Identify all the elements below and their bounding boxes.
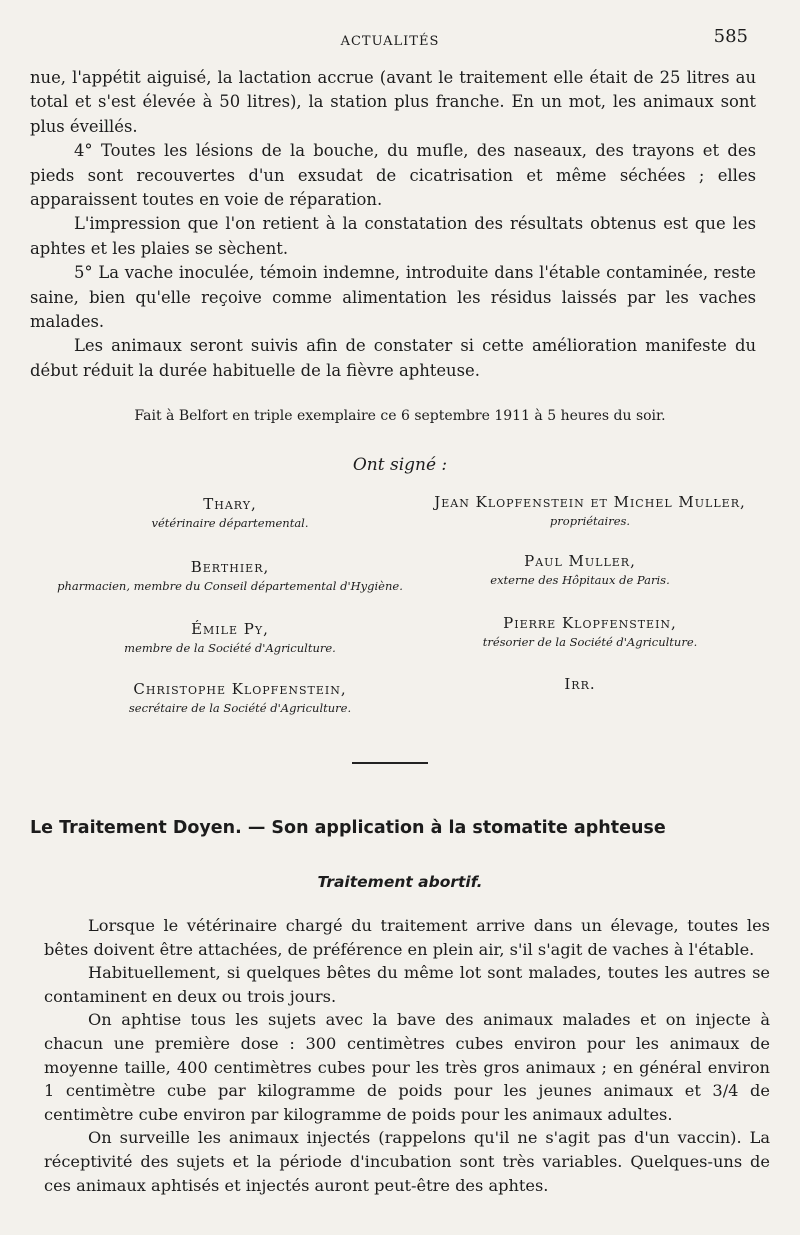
paragraph: Habituellement, si quelques bêtes du même lot sont malades, toutes les autres se contaminent en deux ou trois jours. xyxy=(44,963,770,1006)
paragraph: Les animaux seront suivis afin de constater si cette amélioration manifeste du début réduit la durée habituelle de la fièvre aphteuse. xyxy=(30,336,756,380)
running-title: ACTUALITÉS xyxy=(340,34,440,49)
signatory-thary xyxy=(80,494,380,532)
paragraph: nue, l'appétit aiguisé, la lactation accrue (avant le traitement elle était de 25 litres au total et s'est élevée à 50 litres), la station plus franche. En un mot, les animaux sont plus éveillés. xyxy=(30,68,756,136)
section-title: Le Traitement Doyen. — Son application à la stomatite aphteuse xyxy=(30,818,666,838)
signatory-christophe-klopfenstein xyxy=(80,679,400,717)
signatory-paul-muller xyxy=(430,551,730,589)
signatory-name: Thary, xyxy=(203,495,257,513)
paragraph: On aphtise tous les sujets avec la bave des animaux malades et on injecte à chacun une première dose : 300 centimètres cubes environ pour les animaux de moyenne taille, 400 centimètres cubes pour les très gros animaux ; en général environ 1 centimètre cube par kilogramme de poids pour les jeunes animaux et 3/4 de centimètre cube environ par kilogramme de poids pour les animaux adultes. xyxy=(44,1010,770,1124)
ont-signe-heading: Ont signé : xyxy=(352,455,448,475)
paragraph: 5° La vache inoculée, témoin indemne, introduite dans l'étable contaminée, reste saine, bien qu'elle reçoive comme alimentation les résidus laissés par les vaches malades. xyxy=(30,263,756,332)
signatory-berthier xyxy=(30,557,430,595)
signatory-role: trésorier de la Société d'Agriculture. xyxy=(482,635,698,649)
signatory-role: vétérinaire départemental. xyxy=(151,516,309,530)
paragraph: Lorsque le vétérinaire chargé du traitement arrive dans un élevage, toutes les bêtes doivent être attachées, de préférence en plein air, s'il s'agit de vaches à l'étable. xyxy=(44,916,770,959)
signatory-jean-michel xyxy=(400,492,780,530)
signatory-irr xyxy=(480,674,680,694)
signatory-name: Irr. xyxy=(564,675,596,693)
fait-a-line: Fait à Belfort en triple exemplaire ce 6 septembre 1911 à 5 heures du soir. xyxy=(134,408,666,424)
signatory-name: Berthier, xyxy=(190,558,270,576)
signatory-name: Christophe Klopfenstein, xyxy=(133,680,347,698)
section-divider xyxy=(352,762,428,764)
signatory-role: pharmacien, membre du Conseil départemental d'Hygiène. xyxy=(57,579,403,593)
signatory-name: Paul Muller, xyxy=(524,552,636,570)
signatory-role: secrétaire de la Société d'Agriculture. xyxy=(128,701,352,715)
signatory-pierre-klopfenstein xyxy=(430,613,750,651)
paragraph: L'impression que l'on retient à la constatation des résultats obtenus est que les aphtes et les plaies se sèchent. xyxy=(30,214,756,258)
page-header xyxy=(0,26,800,56)
paragraph: On surveille les animaux injectés (rappelons qu'il ne s'agit pas d'un vaccin). La réceptivité des sujets et la période d'incubation sont très variables. Quelques-uns de ces animaux aphtisés et injectés auront peut-être des aphtes. xyxy=(44,1128,770,1195)
paragraph: 4° Toutes les lésions de la bouche, du mufle, des naseaux, des trayons et des pieds sont recouvertes d'un exsudat de cicatrisation et même séchées ; elles apparaissent toutes en voie de réparation. xyxy=(30,141,756,210)
signatory-role: membre de la Société d'Agriculture. xyxy=(124,641,336,655)
section-body-text xyxy=(44,914,770,1197)
signatory-role: propriétaires. xyxy=(549,514,631,528)
signatory-name: Pierre Klopfenstein, xyxy=(503,614,677,632)
signatory-name: Émile Py, xyxy=(191,620,269,638)
top-body-text xyxy=(30,66,756,383)
section-subtitle: Traitement abortif. xyxy=(317,873,483,891)
signatory-role: externe des Hôpitaux de Paris. xyxy=(490,573,670,587)
signatory-emile-py xyxy=(80,619,380,657)
page-number: 585 xyxy=(713,26,748,47)
signatory-name: Jean Klopfenstein et Michel Muller, xyxy=(434,493,746,511)
